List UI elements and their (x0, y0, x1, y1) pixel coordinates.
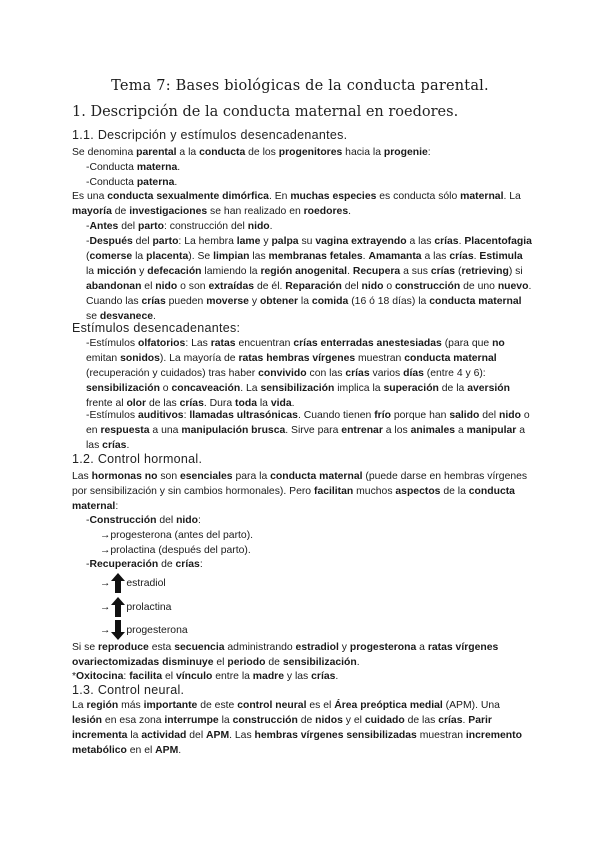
paragraph: *Oxitocina: facilita el vínculo entre la madre y las crías. (72, 671, 339, 682)
paragraph: La región más importante de este control neural es el Área preóptica medial (APM). Una lesión en esa zona interrumpe la construcción de nidos y el cuidado de las crías. Parir incrementa la actividad del APM. Las hembras vírgenes sensibilizadas muestran incremento metabólico en el APM. (72, 700, 522, 756)
list-item: -Conducta materna. (86, 162, 181, 173)
list-item: →prolactina (después del parto). (100, 545, 251, 556)
down-arrow-icon (111, 620, 125, 640)
subsection-heading-1-3: 1.3. Control neural. (72, 683, 185, 697)
list-item: -Estímulos olfatorios: Las ratas encuentran crías enterradas anestesiadas (para que no emitan sonidos). La mayoría de ratas hembras vírgenes muestran conducta maternal (recuperación y cuidados) tras haber convivido con las crías varios días (entre 4 y 6): sensibilización o concaveación. La sensibilización implica la superación de la aversión frente al olor de las crías. Dura toda la vida. (86, 338, 510, 409)
arrow-prefix: → (100, 601, 111, 613)
arrow-prefix: → (100, 577, 111, 589)
list-item: →progesterona (antes del parto). (100, 530, 254, 541)
paragraph: Si se reproduce esta secuencia administrando estradiol y progesterona a ratas vírgenes ovariectomizadas disminuye el periodo de sensibilización. (72, 642, 499, 668)
hormone-row-prolactina (100, 597, 171, 617)
hormone-label: progesterona (126, 624, 188, 636)
subsection-heading-1-2: 1.2. Control hormonal. (72, 452, 203, 466)
hormone-label: estradiol (126, 577, 166, 589)
paragraph: Se denomina parental a la conducta de los progenitores hacia la progenie: (72, 147, 431, 158)
page-title: Tema 7: Bases biológicas de la conducta parental. (111, 78, 489, 94)
hormone-row-estradiol (100, 573, 166, 593)
stimuli-heading: Estímulos desencadenantes: (72, 321, 241, 335)
list-item: -Construcción del nido: (86, 515, 201, 526)
paragraph: Es una conducta sexualmente dimórfica. En muchas especies es conducta sólo maternal. La mayoría de investigaciones se han realizado en roedores. (72, 191, 521, 217)
arrow-prefix: → (100, 624, 111, 636)
up-arrow-icon (111, 597, 125, 617)
hormone-label: prolactina (126, 601, 172, 613)
hormone-row-progesterona (100, 620, 188, 640)
subsection-heading-1-1: 1.1. Descripción y estímulos desencadenantes. (72, 128, 348, 142)
list-item: -Recuperación de crías: (86, 559, 203, 570)
list-item: -Conducta paterna. (86, 177, 178, 188)
up-arrow-icon (111, 573, 125, 593)
section-heading-1: 1. Descripción de la conducta maternal en roedores. (72, 104, 459, 120)
list-item: -Antes del parto: construcción del nido. (86, 221, 273, 232)
paragraph: Las hormonas no son esenciales para la conducta maternal (puede darse en hembras vírgenes por sensibilización y sin cambios hormonales). Pero facilitan muchos aspectos de la conducta maternal: (72, 471, 528, 512)
list-item: -Después del parto: La hembra lame y palpa su vagina extrayendo a las crías. Placentofagia (comerse la placenta). Se limpian las membranas fetales. Amamanta a las crías. Estimula la micción y defecación lamiendo la región anogenital. Recupera a sus crías (retrieving) si abandonan el nido o son extraídas de él. Reparación del nido o construcción de uno nuevo. Cuando las crías pueden moverse y obtener la comida (16 ó 18 días) la conducta maternal se desvanece. (86, 236, 532, 322)
list-item: -Estímulos auditivos: llamadas ultrasónicas. Cuando tienen frío porque han salido del nido o en respuesta a una manipulación brusca. Sirve para entrenar a los animales a manipular a las crías. (86, 410, 530, 451)
